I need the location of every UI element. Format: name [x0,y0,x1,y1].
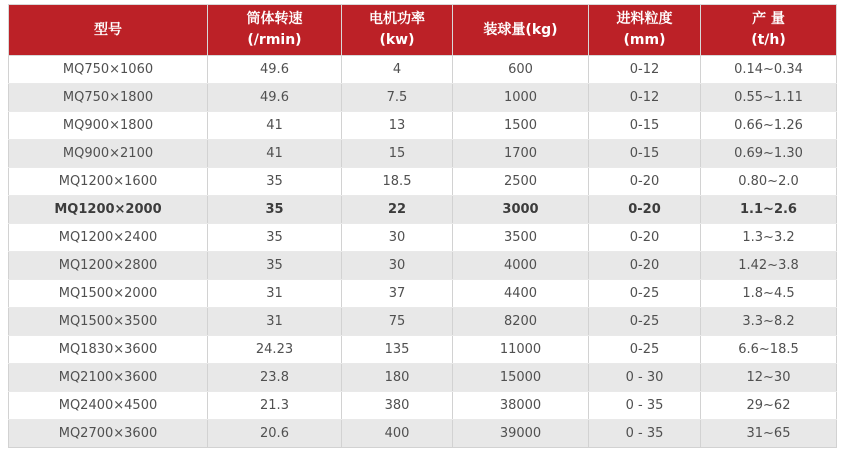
col-header-motor-power-unit: (kw) [379,32,415,48]
table-cell: 30 [342,252,453,280]
table-cell: MQ2700×3600 [9,420,208,448]
col-header-motor-power [342,5,453,56]
table-cell: MQ1200×2000 [9,196,208,224]
table-cell: 20.6 [208,420,342,448]
table-cell: 0-20 [589,224,701,252]
spec-table-container [8,4,836,448]
table-cell: 49.6 [208,56,342,84]
col-header-model [9,5,208,56]
table-cell: 3500 [453,224,589,252]
table-cell: 0-15 [589,140,701,168]
table-cell: MQ1830×3600 [9,336,208,364]
table-cell: 30 [342,224,453,252]
table-cell: 49.6 [208,84,342,112]
table-cell: 0-20 [589,252,701,280]
table-cell: 0.69~1.30 [701,140,837,168]
col-header-capacity [701,5,837,56]
col-header-capacity-label: 产 量 [752,11,785,27]
table-cell: 0 - 35 [589,392,701,420]
table-cell: 400 [342,420,453,448]
col-header-cylinder-speed-label: 筒体转速 [246,11,303,27]
table-cell: MQ750×1060 [9,56,208,84]
table-cell: 35 [208,168,342,196]
table-row [9,196,837,224]
table-cell: 35 [208,252,342,280]
col-header-feed-size-label: 进料粒度 [616,11,673,27]
table-row [9,336,837,364]
table-cell: 1.1~2.6 [701,196,837,224]
table-cell: 1000 [453,84,589,112]
table-cell: 0.80~2.0 [701,168,837,196]
table-row [9,420,837,448]
table-cell: 4400 [453,280,589,308]
table-cell: 0-20 [589,168,701,196]
table-row [9,168,837,196]
table-cell: 24.23 [208,336,342,364]
table-cell: 1700 [453,140,589,168]
table-cell: MQ2400×4500 [9,392,208,420]
table-cell: 0.55~1.11 [701,84,837,112]
table-cell: 38000 [453,392,589,420]
table-cell: 2500 [453,168,589,196]
table-cell: 35 [208,196,342,224]
table-cell: 0-20 [589,196,701,224]
table-cell: 1.8~4.5 [701,280,837,308]
table-cell: 0 - 30 [589,364,701,392]
table-cell: 0-12 [589,84,701,112]
table-cell: 1500 [453,112,589,140]
table-row [9,140,837,168]
table-cell: 23.8 [208,364,342,392]
col-header-ball-load [453,5,589,56]
table-cell: 31~65 [701,420,837,448]
col-header-feed-size-unit: (mm) [623,32,666,48]
table-cell: 135 [342,336,453,364]
table-cell: MQ1200×2800 [9,252,208,280]
table-cell: 4 [342,56,453,84]
table-cell: 41 [208,112,342,140]
col-header-motor-power-label: 电机功率 [369,11,425,27]
table-cell: MQ1500×3500 [9,308,208,336]
table-cell: 21.3 [208,392,342,420]
table-cell: 0 - 35 [589,420,701,448]
table-cell: 31 [208,308,342,336]
col-header-model-label: 型号 [94,21,122,38]
table-cell: 180 [342,364,453,392]
table-cell: 22 [342,196,453,224]
table-row [9,280,837,308]
table-cell: 15000 [453,364,589,392]
table-cell: 6.6~18.5 [701,336,837,364]
table-cell: 35 [208,224,342,252]
table-row [9,56,837,84]
col-header-feed-size [589,5,701,56]
table-cell: 12~30 [701,364,837,392]
table-cell: MQ750×1800 [9,84,208,112]
table-cell: 75 [342,308,453,336]
table-row [9,392,837,420]
table-cell: 29~62 [701,392,837,420]
table-cell: 0-25 [589,336,701,364]
table-cell: 3.3~8.2 [701,308,837,336]
table-cell: 0.14~0.34 [701,56,837,84]
table-cell: 4000 [453,252,589,280]
table-row [9,112,837,140]
spec-table [8,4,837,448]
table-cell: 18.5 [342,168,453,196]
table-cell: 1.3~3.2 [701,224,837,252]
table-body [9,56,837,448]
table-cell: 0-25 [589,308,701,336]
table-row [9,224,837,252]
table-row [9,252,837,280]
table-cell: 0-15 [589,112,701,140]
table-cell: MQ1500×2000 [9,280,208,308]
table-cell: MQ1200×1600 [9,168,208,196]
table-row [9,84,837,112]
table-cell: MQ1200×2400 [9,224,208,252]
table-cell: 0-12 [589,56,701,84]
table-row [9,308,837,336]
table-header [9,5,837,56]
col-header-cylinder-speed [208,5,342,56]
table-cell: 0.66~1.26 [701,112,837,140]
table-cell: 37 [342,280,453,308]
col-header-cylinder-speed-unit: (/rmin) [247,32,302,48]
table-cell: 41 [208,140,342,168]
table-cell: MQ2100×3600 [9,364,208,392]
table-cell: 3000 [453,196,589,224]
table-cell: MQ900×1800 [9,112,208,140]
table-cell: 39000 [453,420,589,448]
table-cell: 0-25 [589,280,701,308]
table-cell: 7.5 [342,84,453,112]
table-cell: 380 [342,392,453,420]
table-cell: MQ900×2100 [9,140,208,168]
table-cell: 15 [342,140,453,168]
table-cell: 600 [453,56,589,84]
table-cell: 13 [342,112,453,140]
table-cell: 11000 [453,336,589,364]
table-cell: 1.42~3.8 [701,252,837,280]
table-row [9,364,837,392]
col-header-capacity-unit: (t/h) [751,32,786,48]
table-cell: 31 [208,280,342,308]
table-cell: 8200 [453,308,589,336]
col-header-ball-load-label: 装球量(kg) [483,21,558,38]
